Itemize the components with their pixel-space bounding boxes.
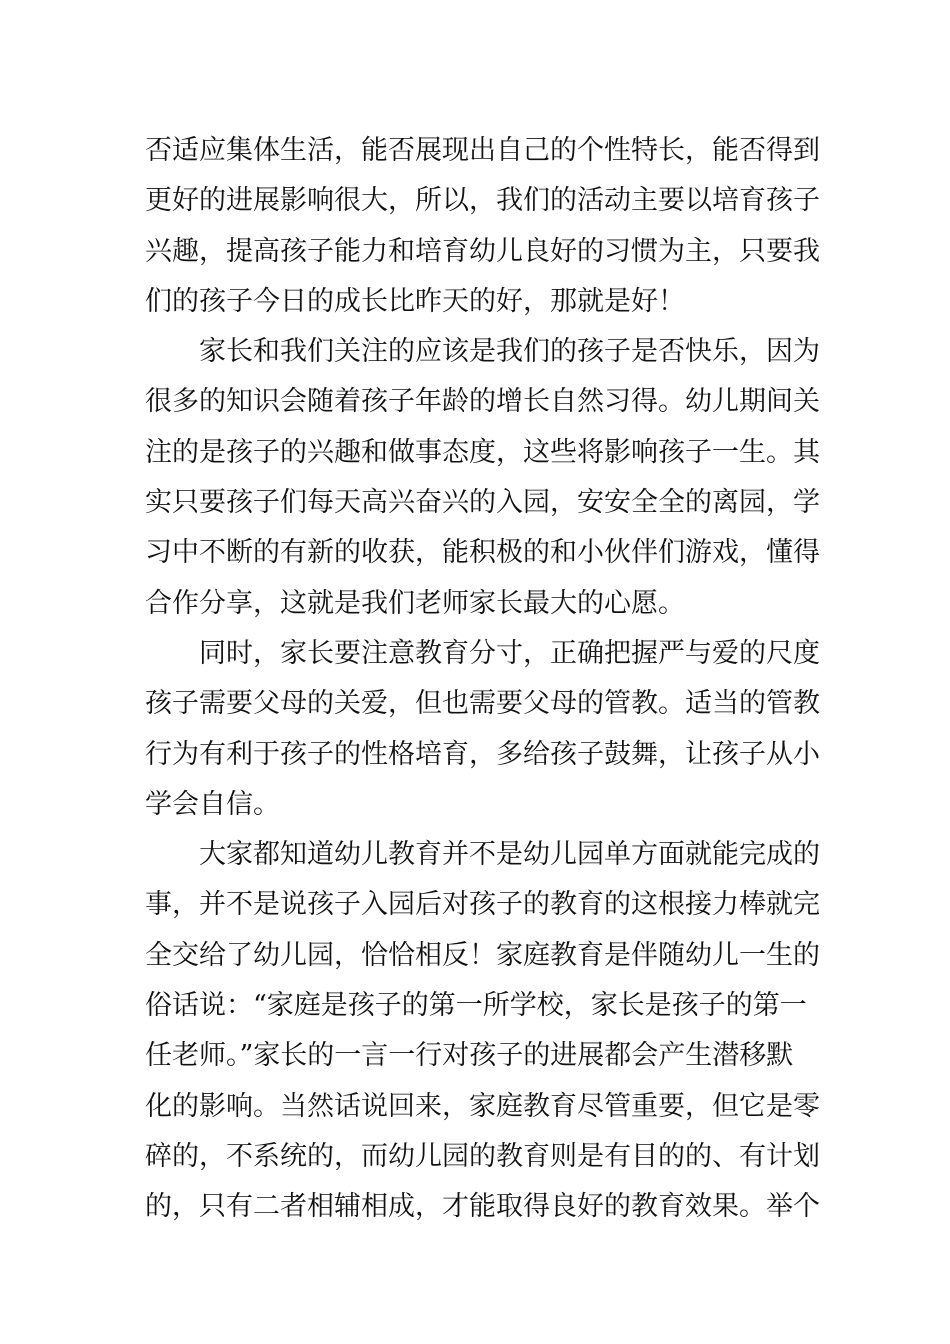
- paragraph: [145, 629, 820, 830]
- text-line: 习中不断的有新的收获，能积极的和小伙伴们游戏，懂得: [145, 537, 820, 569]
- text-line: 更好的进展影响很大，所以，我们的活动主要以培育孩子: [145, 185, 820, 217]
- text-line: 注的是孩子的兴趣和做事态度，这些将影响孩子一生。其: [145, 436, 820, 468]
- text-line: 任老师。”家长的一言一行对孩子的进展都会产生潜移默: [145, 1040, 794, 1072]
- text-line: 很多的知识会随着孩子年龄的增长自然习得。幼儿期间关: [145, 386, 820, 418]
- text-line: 兴趣，提高孩子能力和培育幼儿良好的习惯为主，只要我: [145, 235, 820, 267]
- text-line: 的，只有二者相辅相成，才能取得良好的教育效果。举个: [145, 1191, 820, 1223]
- text-line: 孩子需要父母的关爱，但也需要父母的管教。适当的管教: [145, 688, 820, 720]
- paragraph: [145, 830, 820, 1232]
- text-line: 事，并不是说孩子入园后对孩子的教育的这根接力棒就完: [145, 889, 820, 921]
- text-line: 碎的，不系统的，而幼儿园的教育则是有目的的、有计划: [145, 1140, 820, 1172]
- text-line: 实只要孩子们每天高兴奋兴的入园，安安全全的离园，学: [145, 487, 820, 519]
- text-line: 大家都知道幼儿教育并不是幼儿园单方面就能完成的: [199, 839, 820, 871]
- text-line: 行为有利于孩子的性格培育，多给孩子鼓舞，让孩子从小: [145, 738, 820, 770]
- text-line: 全交给了幼儿园，恰恰相反！家庭教育是伴随幼儿一生的: [145, 939, 820, 971]
- paragraph: [145, 126, 820, 327]
- text-line: 合作分享，这就是我们老师家长最大的心愿。: [145, 587, 685, 619]
- text-line: 们的孩子今日的成长比昨天的好，那就是好！: [145, 285, 685, 317]
- text-line: 俗话说：“家庭是孩子的第一所学校，家长是孩子的第一: [145, 990, 807, 1022]
- body-text: [145, 126, 820, 1233]
- text-line: 家长和我们关注的应该是我们的孩子是否快乐，因为: [199, 336, 820, 368]
- text-line: 否适应集体生活，能否展现出自己的个性特长，能否得到: [145, 135, 820, 166]
- text-line: 学会自信。: [145, 788, 280, 820]
- text-line: 化的影响。当然话说回来，家庭教育尽管重要，但它是零: [145, 1090, 820, 1122]
- paragraph: [145, 327, 820, 629]
- text-line: 同时，家长要注意教育分寸，正确把握严与爱的尺度: [199, 637, 820, 669]
